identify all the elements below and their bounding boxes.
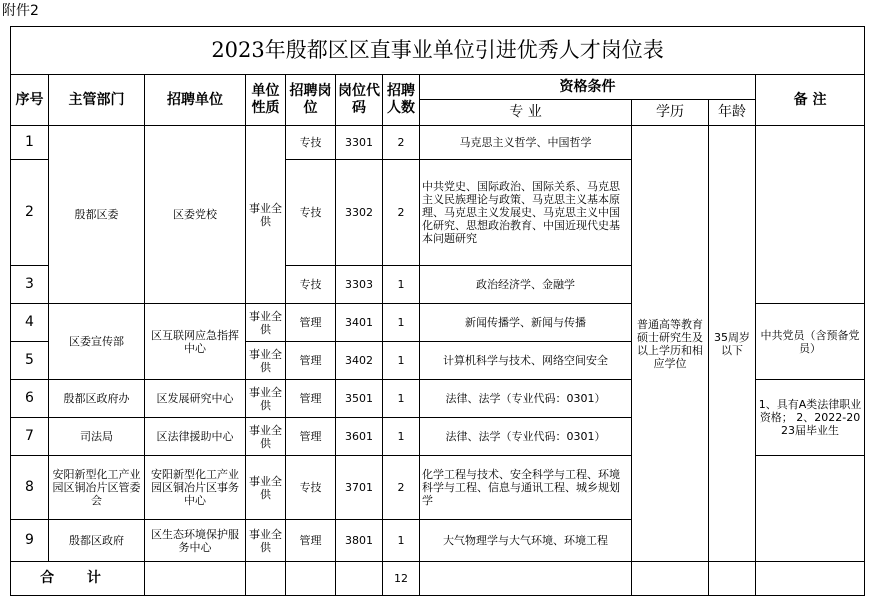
row-code: 3701	[336, 456, 383, 520]
row-count: 1	[383, 304, 420, 342]
row-code: 3303	[336, 266, 383, 304]
header-education: 学历	[632, 100, 709, 126]
row-post: 专技	[286, 456, 336, 520]
row-post: 管理	[286, 342, 336, 380]
row-nature: 事业全供	[246, 380, 286, 418]
row-code: 3402	[336, 342, 383, 380]
header-count: 招聘人数	[383, 75, 420, 126]
row-unit: 区互联网应急指挥中心	[145, 304, 246, 380]
row-unit: 安阳新型化工产业园区铜冶片区事务中心	[145, 456, 246, 520]
row-seq: 5	[11, 342, 49, 380]
row-code: 3302	[336, 160, 383, 266]
empty-cell	[246, 562, 286, 596]
empty-cell	[709, 562, 756, 596]
row-unit: 区委党校	[145, 126, 246, 304]
row-remarks: 中共党员（含预备党员）	[756, 304, 865, 380]
table-title: 2023年殷都区区直事业单位引进优秀人才岗位表	[11, 27, 865, 75]
row-seq: 2	[11, 160, 49, 266]
row-major: 中共党史、国际政治、国际关系、马克思主义民族理论与政策、马克思主义基本原理、马克思主义发展史、马克思主义中国化研究、思想政治教育、中国近现代史基本问题研究	[420, 160, 632, 266]
row-unit: 区法律援助中心	[145, 418, 246, 456]
empty-cell	[632, 562, 709, 596]
row-remarks	[756, 456, 865, 562]
row-major: 化学工程与技术、安全科学与工程、环境科学与工程、信息与通讯工程、城乡规划学	[420, 456, 632, 520]
row-seq: 3	[11, 266, 49, 304]
header-seq: 序号	[11, 75, 49, 126]
empty-cell	[336, 562, 383, 596]
row-nature: 事业全供	[246, 520, 286, 562]
header-nature: 单位性质	[246, 75, 286, 126]
empty-cell	[286, 562, 336, 596]
row-seq: 4	[11, 304, 49, 342]
row-nature: 事业全供	[246, 304, 286, 342]
header-qualifications: 资格条件	[420, 75, 756, 100]
row-count: 1	[383, 418, 420, 456]
total-label: 合 计	[11, 562, 145, 596]
row-post: 管理	[286, 418, 336, 456]
row-dept: 殷都区委	[49, 126, 145, 304]
row-code: 3601	[336, 418, 383, 456]
row-post: 管理	[286, 304, 336, 342]
row-major: 新闻传播学、新闻与传播	[420, 304, 632, 342]
row-dept: 殷都区政府	[49, 520, 145, 562]
row-dept: 司法局	[49, 418, 145, 456]
row-major: 计算机科学与技术、网络空间安全	[420, 342, 632, 380]
row-seq: 6	[11, 380, 49, 418]
header-age: 年龄	[709, 100, 756, 126]
row-unit: 区发展研究中心	[145, 380, 246, 418]
row-seq: 7	[11, 418, 49, 456]
row-seq: 9	[11, 520, 49, 562]
row-unit: 区生态环境保护服务中心	[145, 520, 246, 562]
row-post: 管理	[286, 520, 336, 562]
row-seq: 8	[11, 456, 49, 520]
row-dept: 安阳新型化工产业园区铜冶片区管委会	[49, 456, 145, 520]
row-major: 马克思主义哲学、中国哲学	[420, 126, 632, 160]
empty-cell	[756, 562, 865, 596]
education-requirement: 普通高等教育硕士研究生及以上学历和相应学位	[632, 126, 709, 562]
row-major: 法律、法学（专业代码：0301）	[420, 380, 632, 418]
header-unit: 招聘单位	[145, 75, 246, 126]
row-post: 专技	[286, 160, 336, 266]
row-remarks	[756, 126, 865, 304]
row-count: 1	[383, 342, 420, 380]
row-code: 3501	[336, 380, 383, 418]
row-count: 1	[383, 520, 420, 562]
row-major: 政治经济学、金融学	[420, 266, 632, 304]
row-count: 1	[383, 380, 420, 418]
row-major: 法律、法学（专业代码：0301）	[420, 418, 632, 456]
header-remarks: 备 注	[756, 75, 865, 126]
row-code: 3401	[336, 304, 383, 342]
row-count: 2	[383, 456, 420, 520]
row-nature: 事业全供	[246, 418, 286, 456]
row-dept: 区委宣传部	[49, 304, 145, 380]
row-seq: 1	[11, 126, 49, 160]
row-count: 1	[383, 266, 420, 304]
row-post: 管理	[286, 380, 336, 418]
row-count: 2	[383, 126, 420, 160]
row-remarks: 1、具有A类法律职业资格； 2、2022-2023届毕业生	[756, 380, 865, 456]
empty-cell	[145, 562, 246, 596]
row-post: 专技	[286, 126, 336, 160]
row-nature: 事业全供	[246, 126, 286, 304]
row-code: 3801	[336, 520, 383, 562]
empty-cell	[420, 562, 632, 596]
total-count: 12	[383, 562, 420, 596]
row-code: 3301	[336, 126, 383, 160]
total-row	[11, 562, 865, 596]
table-row	[11, 126, 865, 160]
row-nature: 事业全供	[246, 342, 286, 380]
position-table	[10, 26, 865, 596]
header-dept: 主管部门	[49, 75, 145, 126]
row-count: 2	[383, 160, 420, 266]
attachment-label: 附件2	[2, 3, 39, 19]
row-dept: 殷都区政府办	[49, 380, 145, 418]
header-major: 专 业	[420, 100, 632, 126]
row-major: 大气物理学与大气环境、环境工程	[420, 520, 632, 562]
age-requirement: 35周岁以下	[709, 126, 756, 562]
row-post: 专技	[286, 266, 336, 304]
header-code: 岗位代码	[336, 75, 383, 126]
row-nature: 事业全供	[246, 456, 286, 520]
header-post: 招聘岗位	[286, 75, 336, 126]
